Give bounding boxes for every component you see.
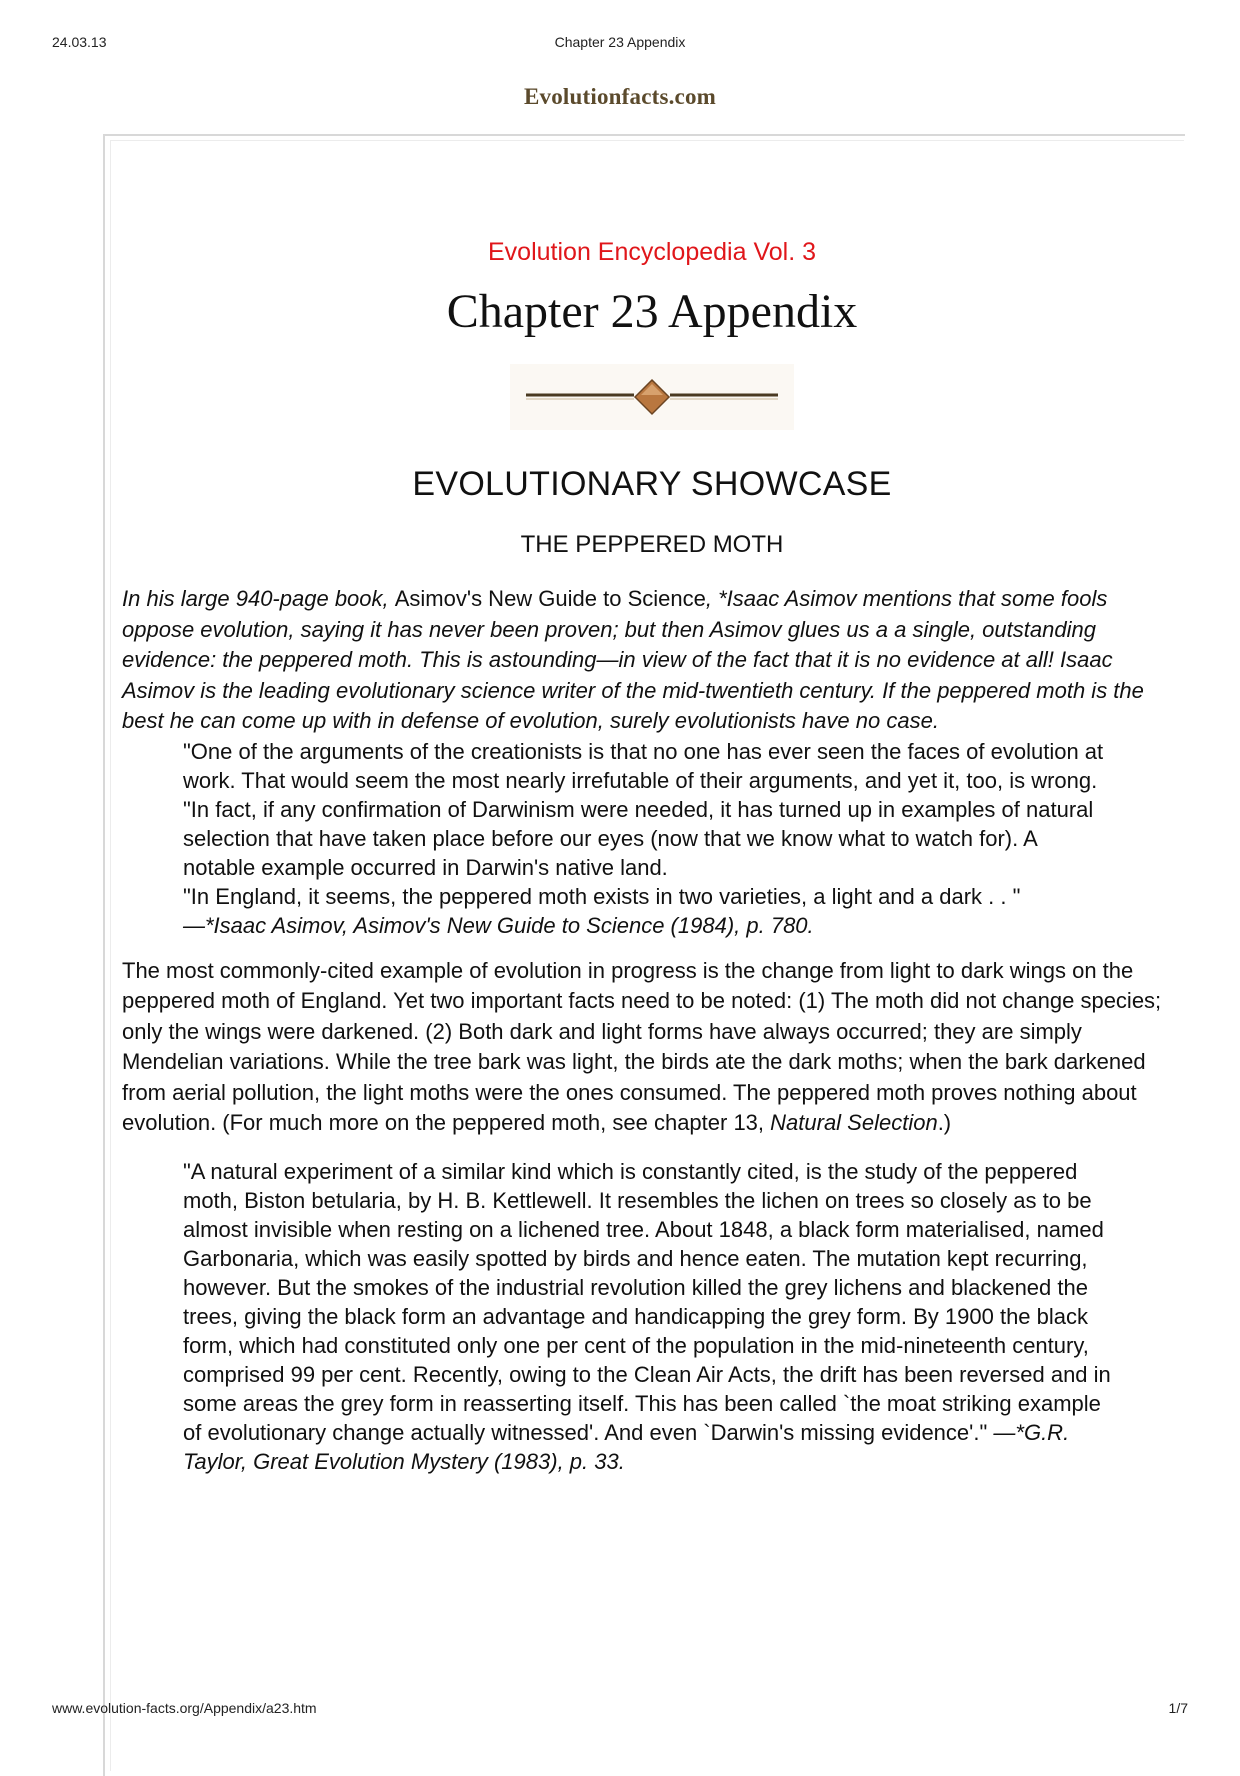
print-page-number: 1/7: [1168, 1700, 1188, 1716]
intro-text-2: , *Isaac Asimov mentions that some fools oppose evolution, saying it has never been proven; but then Asimov glues us a a single, outstanding evidence: the peppered moth. This is astounding—in view of the fact that it is no evidence at all! Isaac Asimov is the leading evolutionary science writer of the mid-twentieth century. If the peppered moth is the best he can come up with in defense of evolution, surely evolutionists have no case.: [122, 586, 1144, 733]
body-text: The most commonly-cited example of evolution in progress is the change from light to dark wings on the peppered moth of England. Yet two important facts need to be noted: (1) The moth did not change species; only the wings were darkened. (2) Both dark and light forms have always occurred; they are simply Mendelian variations. While the tree bark was light, the birds ate the dark moths; when the bark darkened from aerial pollution, the light moths were the ones consumed. The peppered moth proves nothing about evolution. (For much more on the peppered moth, see chapter 13,: [122, 957, 1162, 1135]
asimov-quote-citation: —*Isaac Asimov, Asimov's New Guide to Science (1984), p. 780.: [183, 912, 814, 938]
taylor-quote-paragraph: [183, 1157, 1113, 1476]
body-paragraph: [122, 956, 1182, 1139]
body-text-end: .): [937, 1110, 952, 1135]
asimov-quote-text-3: "In England, it seems, the peppered moth exists in two varieties, a light and a dark . . ": [183, 883, 1021, 909]
asimov-quote-block: [183, 737, 1113, 940]
taylor-quote-citation: —*G.R. Taylor, Great Evolution Mystery (1983), p. 33.: [183, 1419, 1070, 1474]
section-heading: EVOLUTIONARY SHOWCASE: [412, 465, 892, 503]
intro-text-1: In his large 940-page book,: [122, 586, 395, 611]
chapter-title: Chapter 23 Appendix: [446, 285, 858, 338]
asimov-quote-paragraph-3: [183, 882, 1113, 940]
taylor-quote-block: [183, 1157, 1113, 1476]
intro-book-title: Asimov's New Guide to Science: [394, 586, 706, 611]
print-page-title: Chapter 23 Appendix: [554, 34, 686, 50]
article-content: [122, 234, 1182, 1476]
print-header: [52, 34, 1188, 54]
taylor-quote-text: "A natural experiment of a similar kind which is constantly cited, is the study of the peppered moth, Biston betularia, by H. B. Kettlewell. It resembles the lichen on trees so closely as to be almost invisible when resting on a lichened tree. About 1848, a black form materialised, named Garbonaria, which was easily spotted by birds and hence eaten. The mutation kept recurring, however. But the smokes of the industrial revolution killed the grey lichens and blackened the trees, giving the black form an advantage and handicapping the grey form. By 1900 the black form, which had constituted only one per cent of the population in the mid-nineteenth century, comprised 99 per cent. Recently, owing to the Clean Air Acts, the drift has been reversed and in some areas the grey form in reasserting itself. This has been called `the moat striking example of evolutionary change actually witnessed'. And even `Darwin's missing evidence'.": [183, 1158, 1111, 1445]
natural-selection-link[interactable]: Natural Selection: [770, 1110, 938, 1135]
divider-ornament-icon: [510, 364, 794, 430]
site-name-link[interactable]: Evolutionfacts.com: [523, 84, 717, 109]
print-url: www.evolution-facts.org/Appendix/a23.htm: [52, 1700, 317, 1716]
print-footer: [52, 1700, 1188, 1720]
asimov-quote-paragraph-2: "In fact, if any confirmation of Darwinism were needed, it has turned up in examples of natural selection that have taken place before our eyes (now that we know what to watch for). A notable example occurred in Darwin's native land.: [183, 796, 1094, 880]
asimov-quote-paragraph-1: "One of the arguments of the creationists is that no one has ever seen the faces of evolution at work. That would seem the most nearly irrefutable of their arguments, and yet it, too, is wrong.: [183, 738, 1104, 793]
print-date: 24.03.13: [52, 34, 107, 50]
intro-paragraph: [122, 584, 1182, 737]
sub-heading: THE PEPPERED MOTH: [520, 531, 784, 558]
volume-title: Evolution Encyclopedia Vol. 3: [488, 238, 816, 266]
